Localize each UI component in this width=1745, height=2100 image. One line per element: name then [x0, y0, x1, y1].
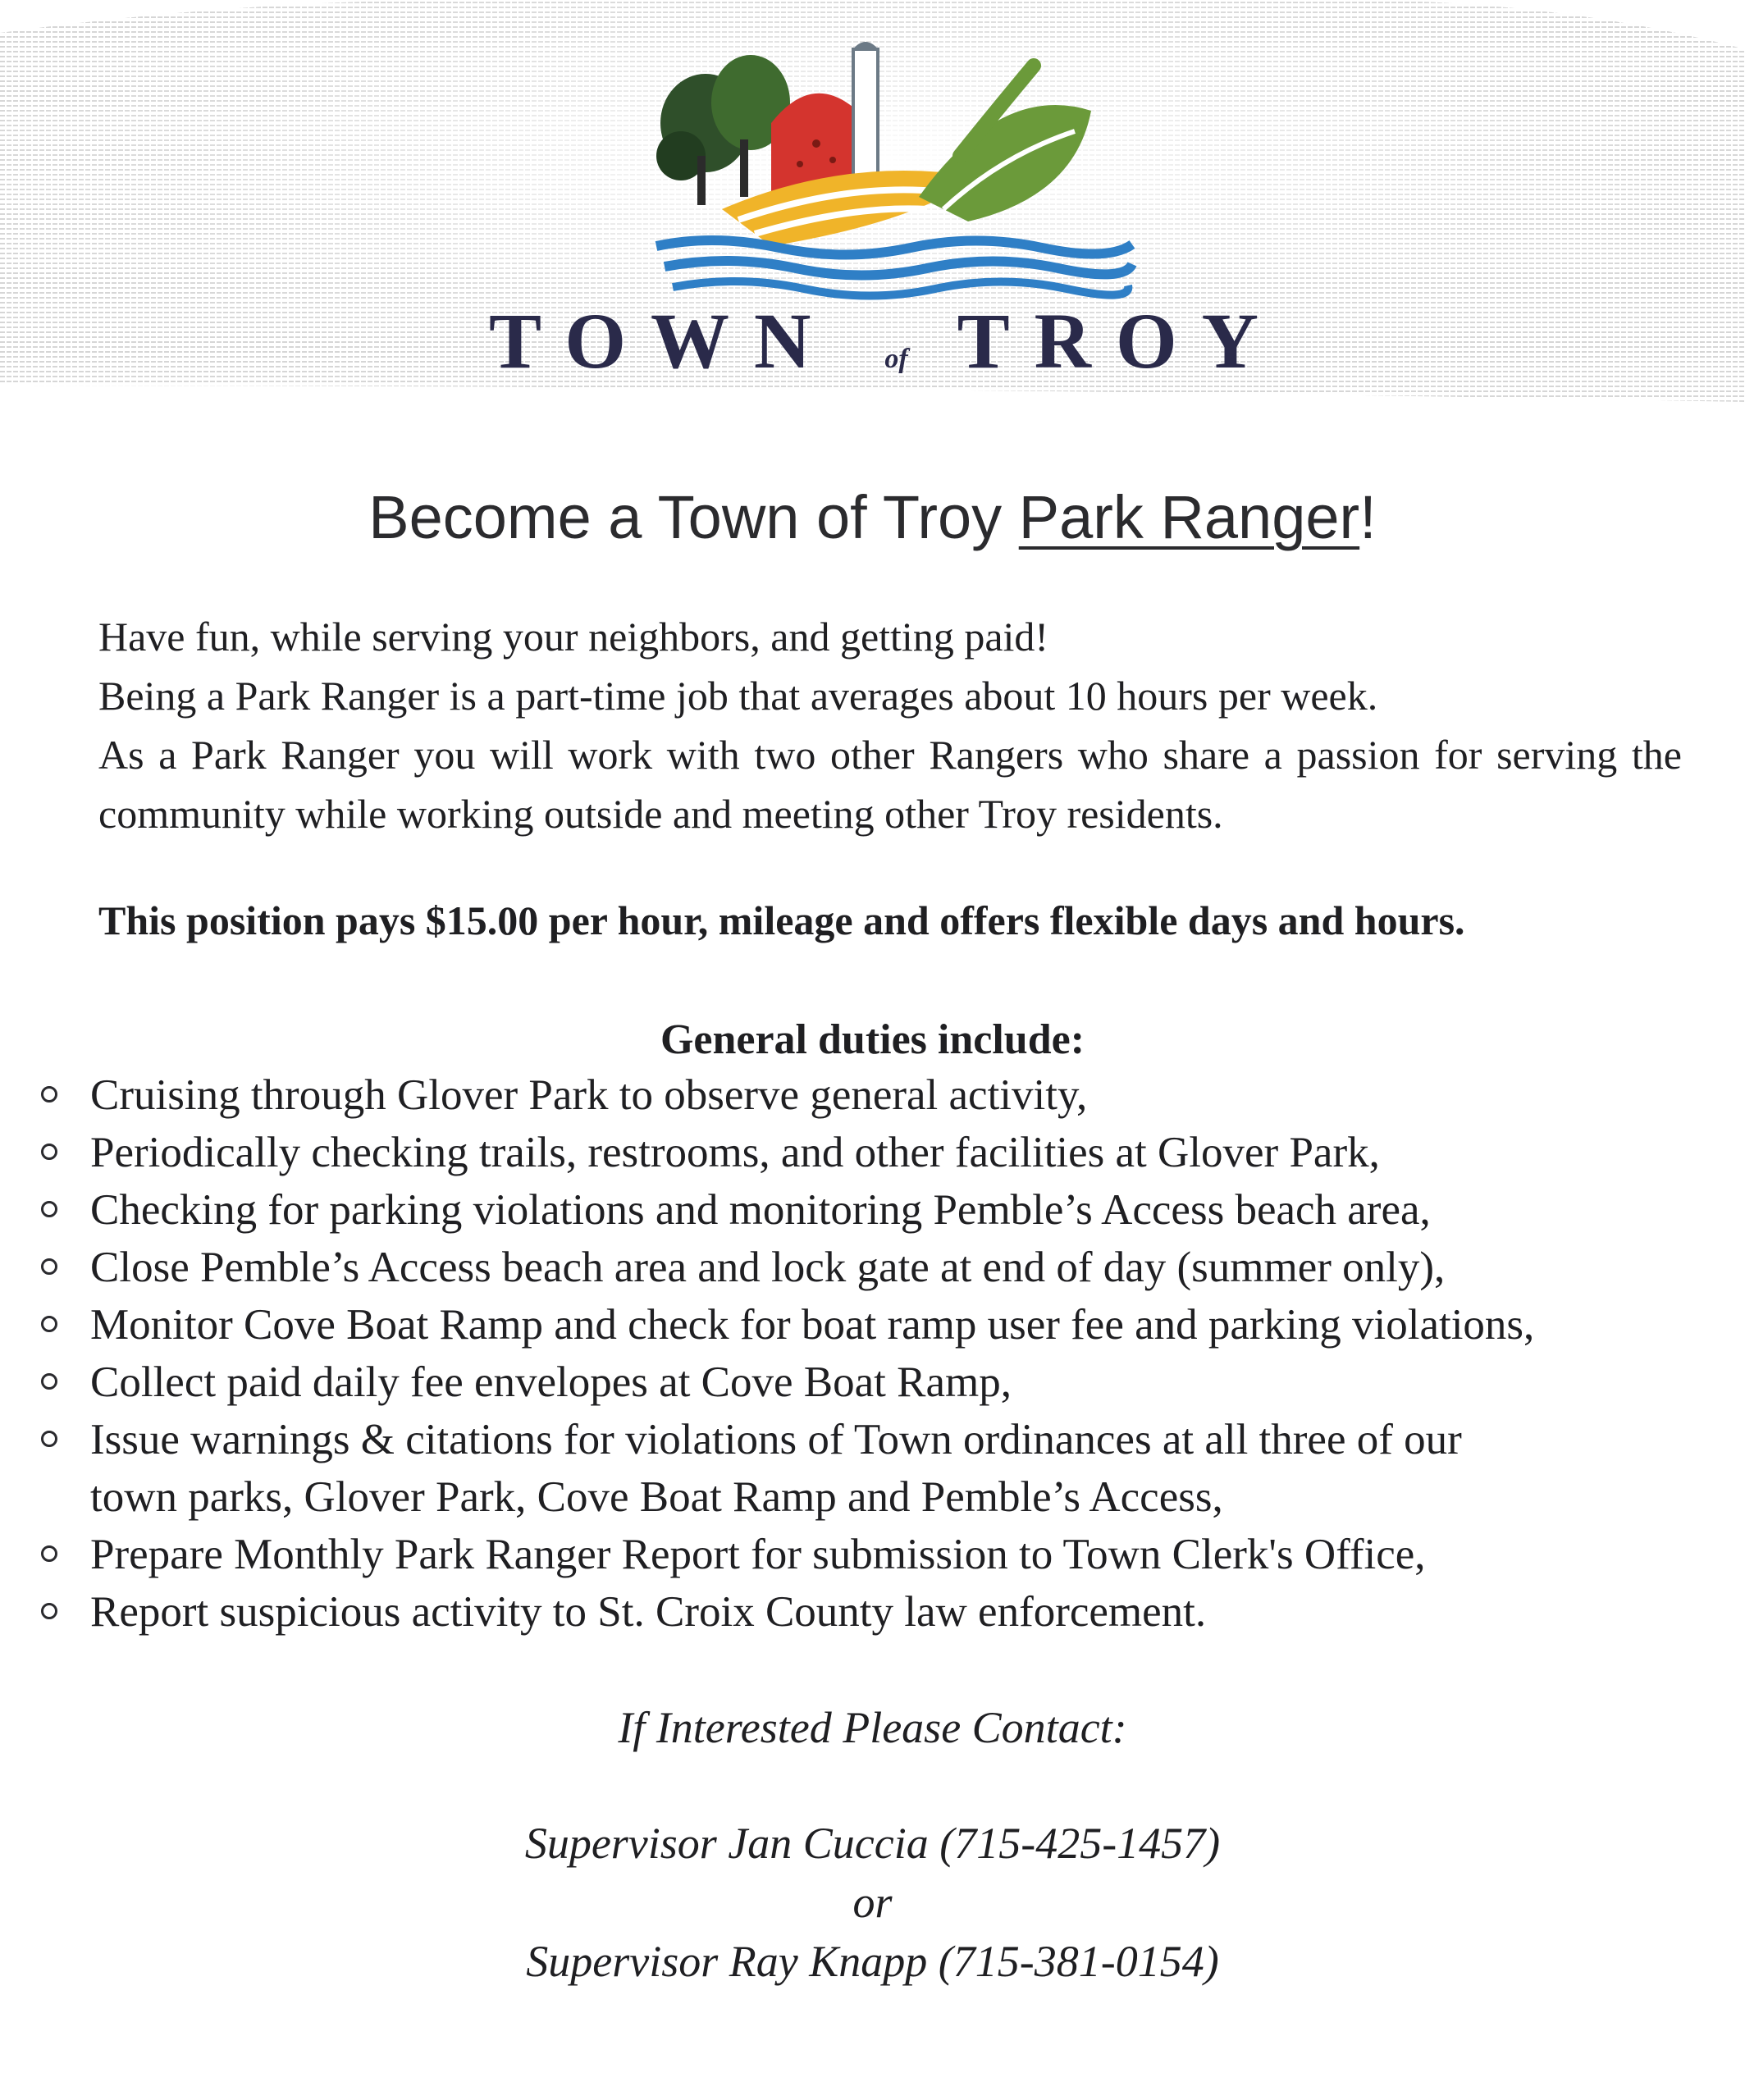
duty-text: town parks, Glover Park, Cove Boat Ramp and Pemble’s Access,	[90, 1473, 1223, 1521]
page-title-underlined: Park Ranger	[1018, 483, 1360, 551]
intro-line-3: As a Park Ranger you will work with two other Rangers who share a passion for serving the community while working outside and meeting other Troy residents.	[98, 732, 1682, 837]
intro-line-2: Being a Park Ranger is a part-time job that averages about 10 hours per week.	[98, 673, 1378, 719]
hollow-circle-bullet-icon	[41, 1144, 57, 1160]
duty-item	[33, 1583, 1739, 1641]
town-of-troy-logo-icon	[648, 33, 1140, 304]
hollow-circle-bullet-icon	[41, 1201, 57, 1217]
duty-text: Close Pemble’s Access beach area and lock gate at end of day (summer only),	[90, 1244, 1446, 1291]
wordmark-of: of	[884, 344, 908, 374]
hollow-circle-bullet-icon	[41, 1431, 57, 1447]
hollow-circle-bullet-icon	[41, 1258, 57, 1275]
hollow-circle-bullet-icon	[41, 1545, 57, 1562]
page-title-suffix: !	[1359, 483, 1377, 551]
duty-item	[33, 1354, 1739, 1411]
intro-line-1: Have fun, while serving your neighbors, and getting paid!	[98, 614, 1049, 660]
duty-item	[33, 1296, 1739, 1354]
hollow-circle-bullet-icon	[41, 1373, 57, 1390]
intro-paragraph	[98, 607, 1731, 843]
wordmark-town: TOWN	[489, 297, 836, 385]
contact-separator: or	[852, 1878, 893, 1927]
duties-list	[33, 1066, 1739, 1641]
duties-heading: General duties include:	[660, 1016, 1085, 1063]
page-title	[0, 482, 1745, 552]
duty-item	[33, 1181, 1739, 1239]
wordmark-troy: TROY	[957, 297, 1283, 385]
town-wordmark	[489, 295, 1283, 386]
duty-item	[33, 1066, 1739, 1124]
hollow-circle-bullet-icon	[41, 1316, 57, 1332]
duty-text: Prepare Monthly Park Ranger Report for submission to Town Clerk's Office,	[90, 1531, 1426, 1578]
duty-text: Collect paid daily fee envelopes at Cove Boat Ramp,	[90, 1358, 1012, 1406]
duty-text: Checking for parking violations and monitoring Pemble’s Access beach area,	[90, 1186, 1431, 1234]
contact-supervisor-1: Supervisor Jan Cuccia (715-425-1457)	[524, 1819, 1221, 1868]
contact-section	[0, 1702, 1745, 1991]
duty-text: Report suspicious activity to St. Croix County law enforcement.	[90, 1588, 1207, 1636]
duty-item	[33, 1124, 1739, 1181]
header-banner	[0, 0, 1745, 410]
pay-statement: This position pays $15.00 per hour, mileage and offers flexible days and hours.	[98, 897, 1465, 943]
duty-text: Monitor Cove Boat Ramp and check for boat ramp user fee and parking violations,	[90, 1301, 1535, 1349]
hollow-circle-bullet-icon	[41, 1086, 57, 1102]
duty-item	[33, 1239, 1739, 1296]
duty-text: Cruising through Glover Park to observe general activity,	[90, 1071, 1088, 1119]
duty-item	[33, 1526, 1739, 1583]
duty-text: Issue warnings & citations for violations of Town ordinances at all three of our	[90, 1416, 1462, 1463]
page-title-prefix: Become a Town of Troy	[368, 483, 1019, 551]
contact-heading: If Interested Please Contact:	[618, 1703, 1127, 1752]
duty-item	[33, 1411, 1739, 1526]
contact-supervisor-2: Supervisor Ray Knapp (715-381-0154)	[526, 1937, 1219, 1986]
hollow-circle-bullet-icon	[41, 1603, 57, 1619]
duty-text: Periodically checking trails, restrooms, and other facilities at Glover Park,	[90, 1129, 1380, 1176]
